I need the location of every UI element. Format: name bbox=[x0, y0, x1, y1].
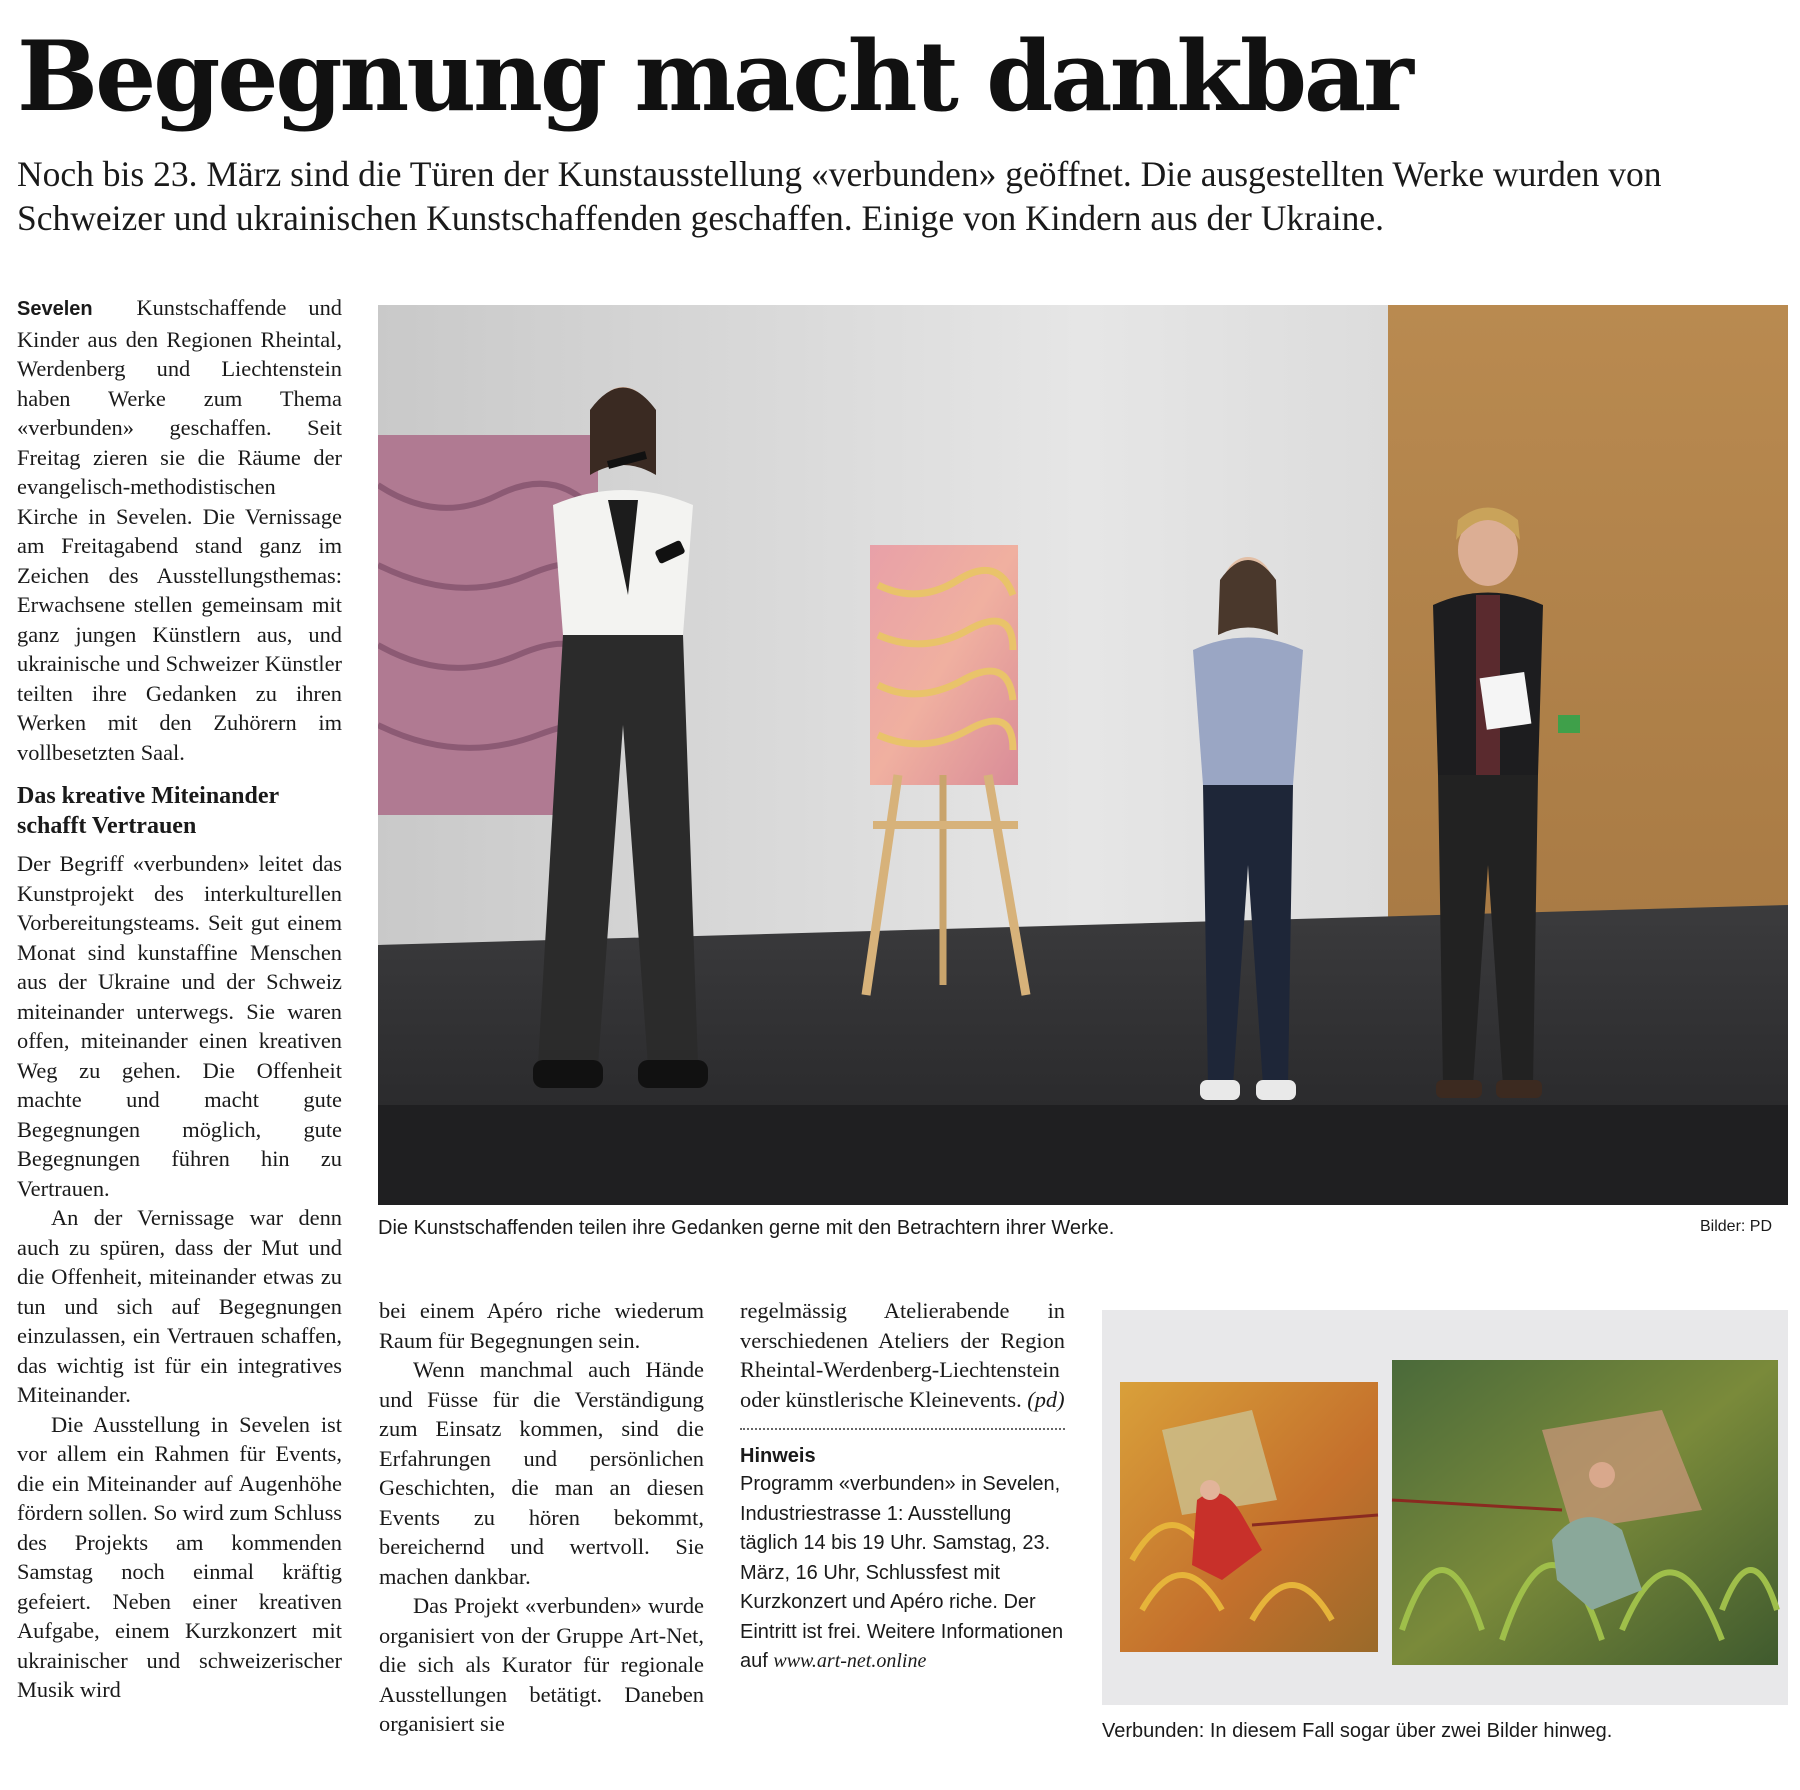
paragraph-7: Das Projekt «verbunden» wurde organisiert von der Gruppe Art-Net, die sich als Kurator für regionale Ausstellungen betätigt. Daneben organisiert sie bbox=[379, 1593, 704, 1736]
hinweis-text: Programm «verbunden» in Sevelen, Industriestrasse 1: Ausstellung täglich 14 bis 19 Uhr. Samstag, 23. März, 16 Uhr, Schlussfest mit Kurzkonzert und Apéro riche. Der Eintritt ist frei. Weitere Informationen auf bbox=[740, 1473, 1064, 1672]
paragraph-5: bei einem Apéro riche wiederum Raum für Begegnungen sein. bbox=[379, 1298, 704, 1353]
paragraph-8 bbox=[740, 1296, 1065, 1414]
website-link[interactable]: www.art-net.online bbox=[773, 1650, 927, 1672]
paragraph-4: Die Ausstellung in Sevelen ist vor allem ein Rahmen für Events, die ein Miteinander auf Augenhöhe fördern sollen. So wird zum Schluss des Projekts am kommenden Samstag noch einmal kräftig gefeiert. Neben einer kreativen Aufgabe, einem Kurzkonzert mit ukrainischer und schweizerischer Musik wird bbox=[17, 1411, 342, 1702]
second-photo-caption: Verbunden: In diesem Fall sogar über zwei Bilder hinweg. bbox=[1102, 1720, 1613, 1742]
text-column-1 bbox=[17, 293, 342, 1705]
easel-painting bbox=[870, 545, 1018, 785]
paragraph-1-text: Kunstschaffende und Kinder aus den Regionen Rheintal, Werdenberg und Liechtenstein haben Werke zum Thema «verbunden» geschaffen. Seit Freitag zieren sie die Räume der evangelisch-methodistischen Kirche in Sevelen. Die Vernissage am Freitagabend stand ganz im Zeichen des Ausstellungsthemas: Erwachsene stellen gemeinsam mit ganz jungen Künstlern aus, und ukrainische und Schweizer Künstler teilten ihre Gedanken zu ihren Werken mit den Zuhörern im vollbesetzten Saal. bbox=[17, 295, 342, 765]
exit-sign bbox=[1558, 715, 1580, 733]
photo-credit: Bilder: PD bbox=[1700, 1218, 1773, 1235]
paragraph-2: Der Begriff «verbunden» leitet das Kunstprojekt des interkulturellen Vorbereitungsteams. Seit gut einem Monat sind kunstaffine Menschen aus der Ukraine und der Schweiz miteinander unterwegs. Sie waren offen, miteinander einen kreativen Weg zu gehen. Die Offenheit machte und macht gute Begegnungen möglich, gute Begegnungen führen hin zu Vertrauen. bbox=[17, 851, 342, 1201]
dotted-divider bbox=[740, 1428, 1065, 1430]
dateline: Sevelen bbox=[17, 298, 93, 320]
paragraph-3: An der Vernissage war denn auch zu spüren, dass der Mut und die Offenheit, miteinander etwas zu tun und sich auf Begegnungen einzulassen, ein Vertrauen schaffen, das wichtig ist für ein integratives Miteinander. bbox=[17, 1205, 342, 1407]
paragraph-1 bbox=[17, 293, 342, 767]
second-photo bbox=[1102, 1310, 1788, 1705]
paragraph-8-text: regelmässig Atelierabende in verschiedenen Ateliers der Region Rheintal-Werdenberg-Liechtenstein oder künstlerische Kleinevents. bbox=[740, 1298, 1065, 1412]
main-photo-caption: Die Kunstschaffenden teilen ihre Gedanken gerne mit den Betrachtern ihrer Werke. bbox=[378, 1217, 1115, 1239]
byline: (pd) bbox=[1027, 1386, 1065, 1412]
hinweis-heading: Hinweis bbox=[740, 1445, 816, 1467]
main-photo bbox=[378, 305, 1788, 1205]
text-column-3 bbox=[740, 1296, 1065, 1677]
paragraph-6: Wenn manchmal auch Hände und Füsse für die Verständigung zum Einsatz kommen, sind die Erfahrungen und persönlichen Geschichten, die man an diesen Events zu hören bekommt, bereichernd und wertvoll. Sie machen dankbar. bbox=[379, 1357, 704, 1589]
lead-paragraph: Noch bis 23. März sind die Türen der Kunstausstellung «verbunden» geöffnet. Die ausgestellten Werke wurden von Schweizer und ukrainischen Kunstschaffenden geschaffen. Einige von Kindern aus der Ukraine. bbox=[17, 154, 1662, 238]
hinweis-box bbox=[740, 1470, 1065, 1677]
headline: Begegnung macht dankbar bbox=[17, 20, 1411, 133]
text-column-2 bbox=[379, 1296, 704, 1739]
subheading: Das kreative Miteinander schafft Vertrauen bbox=[17, 783, 279, 839]
